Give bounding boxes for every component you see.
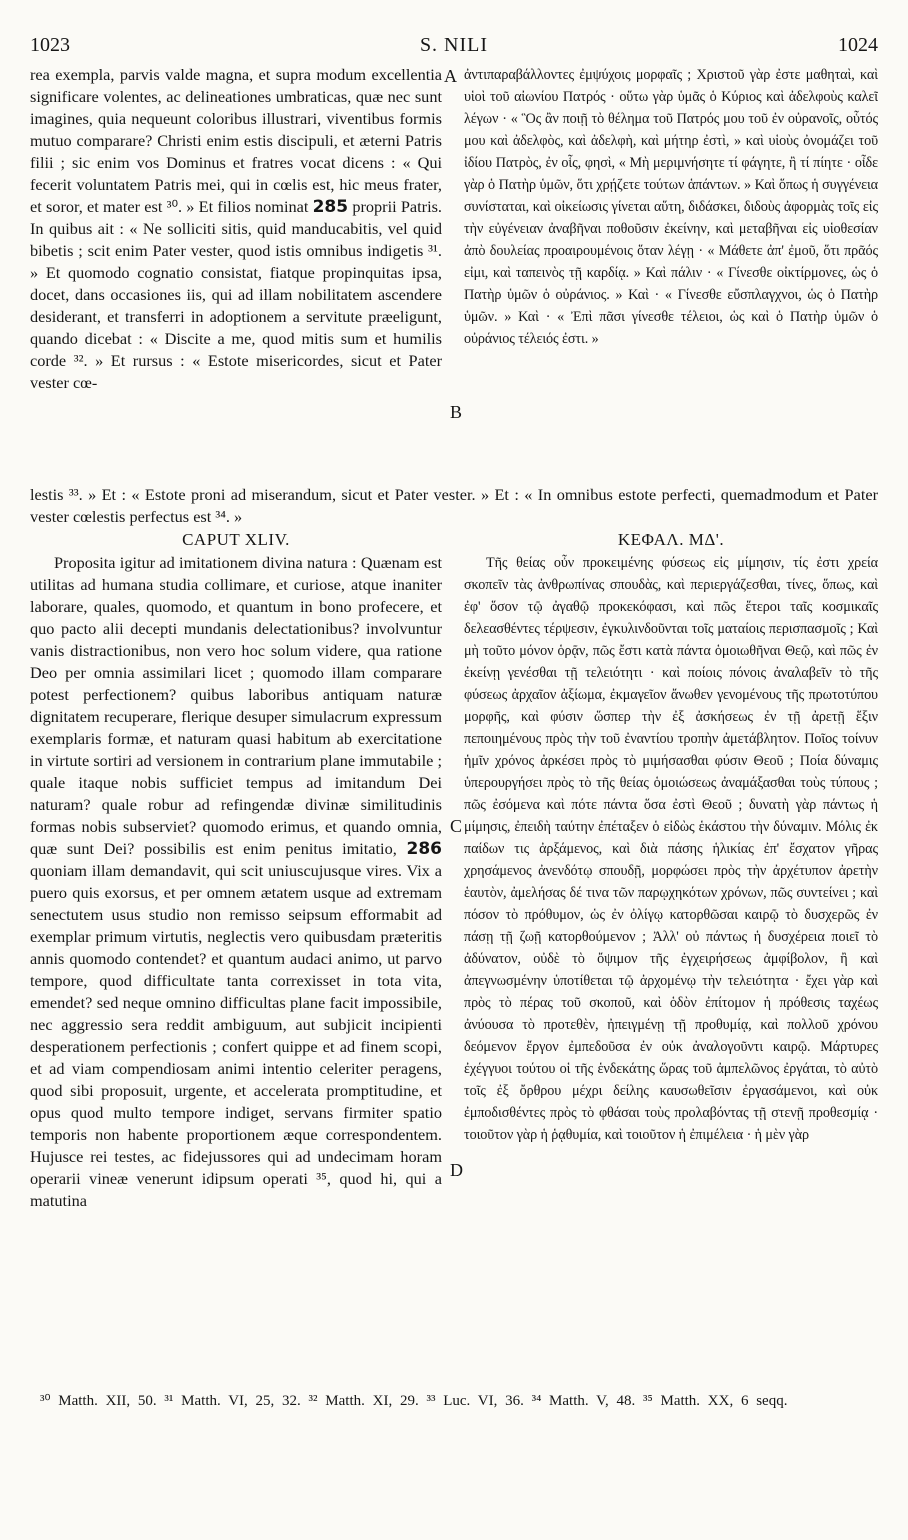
- bottom-latin-column: [30, 552, 442, 1388]
- footnotes: ³⁰ Matth. XII, 50. ³¹ Matth. VI, 25, 32. ³² Matth. XI, 29. ³³ Luc. VI, 36. ³⁴ Matth. V, 48. ³⁵ Matth. XX, 6 seqq.: [40, 1393, 788, 1409]
- margin-letter-a: A: [444, 66, 457, 86]
- top-latin-column: [30, 64, 442, 482]
- running-title: S. NILI: [419, 34, 489, 56]
- top-latin-text: rea exempla, parvis valde magna, et supra modum excellentia significare volentes, ac delineationes umbraticas, quæ nec sunt imagines, quia nequeunt coloribus illustrari, viventibus formis mutuo comparare? Christi enim estis discipuli, et æterni Patris filii ; sic enim vos Dominus et fratres vocat dicens : « Qui fecerit voluntatem Patris mei, qui in cœlis est, hic meus frater, et soror, et mater est ³⁰. » Et filios nominat 285 proprii Patris. In quibus ait : « Ne solliciti sitis, quid manducabitis, vel quid bibetis ; scit enim Pater vester, quod istis omnibus indigetis ³¹. » Et quomodo cognatio consistat, fiatque propinquitas ipsa, docet, dans occasiones iis, qui ad illam nobilitatem ascendere desiderant, et transferri in adoptionem a servitute præeligunt, quando dicebat : « Discite a me, quod mitis sum et humilis corde ³². » Et rursus : « Estote misericordes, sicut et Pater vester cœ-: [30, 65, 442, 392]
- chapter-heading-latin: CAPUT XLIV.: [182, 530, 290, 549]
- chapter-heading-greek: ΚΕΦΑΛ. ΜΔ'.: [617, 530, 725, 549]
- right-column-number: 1024: [838, 34, 878, 56]
- bottom-greek-column: [464, 552, 878, 1388]
- marginal-page-number-285: 285: [312, 197, 349, 217]
- margin-letter-b: B: [450, 402, 463, 422]
- bottom-latin-text: Proposita igitur ad imitationem divina natura : Quænam est utilitas ad humana studia collimare, et curiose, atque inaniter laborare, quales, quomodo, et quantum in bono profecere, et quo pacto alii decepti mundanis delectationibus? involvuntur vanis distractionibus, non vero hoc solum videre, qua ratione Deo per omnia assimilari licet ; quomodo illam comparare potest perfectionem? quibus laboribus antiquam naturæ dignitatem recuperare, flerique desuper simulacrum expressum exemplaris formæ, et naturam quasi habitum ab exercitatione in virtute sortiri ad versionem in contrarium plane immutabile ; quale itaque nobis sufficiet tempus ad imitandum Dei naturam? quale robur ad refingendæ divinæ similitudinis formas nobis subserviet? quomodo erimus, et quando omnia, quæ sunt Dei? possibilis est enim penitus imitatio, 286 quoniam illam demandavit, qui scit uniuscujusque vires. Vix a puero quis exorsus, et per omnem ætatem usque ad extremam senectutem usus studio non remisso seipsum efformabit ad exemplar primum virtutis, neglectis vero quibusdam præteritis annis quomodo contendet? et quantum audaci animo, ut parvo tempore, quod difficultate tanta correxisset in tota vita, emendet? sed neque omnino difficultas plane facit impossibile, nec aggressio sera reddit ambiguum, aut subjicit incipienti desperationem perfectionis ; confert quippe et ad finem scopi, et ad viam compendiosam animi intentio celeriter peragens, quod sibi proposuit, urgente, et accelerata promptitudine, et opus quod multo tempore indiget, servans firmiter spatio temporis non habente proportionem æque correspondentem. Hujusce rei testes, ac fidejussores qui ad undecimam horam operarii vineæ venerunt idipsum operati ³⁵, quod hi, qui a matutina: [30, 553, 442, 1210]
- margin-letter-c: C: [450, 816, 463, 836]
- full-width-latin-lines: lestis ³³. » Et : « Estote proni ad miserandum, sicut et Pater vester. » Et : « In omnibus estote perfecti, quemadmodum et Pater vester cœlestis perfectus est ³⁴. »: [30, 485, 878, 526]
- left-column-number: 1023: [30, 34, 70, 56]
- margin-letter-d: D: [450, 1160, 463, 1180]
- running-header: [30, 28, 878, 58]
- bottom-greek-text: Τῆς θείας οὖν προκειμένης φύσεως εἰς μίμησιν, τίς ἐστι χρεία σκοπεῖν τὰς ἀνθρωπίνας σπουδὰς, καὶ περιεργάζεσθαι, τίνες, ὅπως, καὶ ἐφ' ὅσον τῷ ἀγαθῷ προκεκόφασι, καὶ πῶς ἕτεροι ταῖς κοσμικαῖς δελεασθέντες τέρψεσιν, ἐγκυλινδοῦνται τοῖς ματαίοις περισπασμοῖς ; Καὶ μὴ τοῦτο μόνον ὁρᾷν, πῶς ἔστι κατὰ πάντα ὁμοιωθῆναι Θεῷ, καὶ πῶς ἐν ἐκείνῃ γενέσθαι τῇ τελειότητι · καὶ ποίοις πόνοις ἀναλαβεῖν τὸ τῆς φύσεως ἀρχαῖον ἀξίωμα, ἐκμαγεῖον ἄνωθεν γενομένους τῆς πρωτοτύπου μορφῆς, καὶ φύσιν ὥσπερ τὴν ἐξ ἀσκήσεως ἐν τῇ ἀρετῇ ἕξιν πεποιημένους πρὸς τὴν τοῦ ἐναντίου τροπὴν ἀμετάβλητον. Ποῖος τοίνυν ἡμῖν χρόνος ἀρκέσει πρὸς τὸ μιμήσασθαι φύσιν Θεοῦ ; Ποία δύναμις ὑπερουργήσει πρὸς τὸ τῆς θείας ὁμοιώσεως ἀναμάξασθαι τοὺς τύπους ; πῶς ἐσόμενα καὶ πότε πάντα ὅσα ἐστὶ Θεοῦ ; δυνατὴ γὰρ πάντως ἡ μίμησις, ἐπειδὴ ταύτην ἐπέταξεν ὁ εἰδὼς ἑκάστου τὴν δύναμιν. Μόλις ἐκ παίδων τις ἀρξάμενος, καὶ διὰ πάσης ἡλικίας ἐπ' ἔσχατον γῆρας χρησάμενος ἀνενδότῳ σπουδῇ, μορφώσει πρὸς τὴν ἀρχέτυπον ἀρετὴν ἑαυτὸν, ἀμελήσας δέ τινα τῶν παρῳχηκότων χρόνων, πῶς συντείνει ; καὶ πόσον τὸ πρόθυμον, ὡς ἐν ὀλίγῳ κατορθῶσαι καιρῷ τὸ δυσχερῶς ἐν πάσῃ τῇ ζωῇ κατορθούμενον ; Ἀλλ' οὐ πάντως ἡ δυσχέρεια ποιεῖ τὸ ἀδύνατον, οὐδὲ τὸ ὄψιμον τῆς ἐγχειρήσεως ἀμφίβολον, ἢ καὶ ἀπεγνωσμένην ὑποτίθεται τῷ ἀρχομένῳ τὴν τελειότητα · ἔχει γὰρ καὶ πρὸς τὸ πέρας τοῦ σκοποῦ, καὶ ὁδὸν ἐπίτομον ἡ πρόθεσις ταχέως ἀνύουσα τὸ προτεθὲν, ἠπειγμένῃ τῇ προθυμίᾳ, καὶ πολλοῦ χρόνου δεόμενον ἔργον ἐμπεδοῦσα ἐν οὐκ ἀναλογοῦντι καιρῷ. Μάρτυρες ἐχέγγυοι τούτου οἱ τῆς ἑνδεκάτης ὥρας τοῦ ἀμπελῶνος ἐργάται, τὸ αὐτὸ τοῖς ἐξ ὄρθρου μέχρι δείλης καυσωθεῖσιν ἐργασάμενοι, καὶ οὐκ ἐμποδισθέντες πρὸς τὸ φθάσαι τοὺς προλαβόντας τῇ στενῇ προθεσμίᾳ · τοιοῦτον γὰρ ἡ ῥᾳθυμία, καὶ τοιοῦτον ἡ ἐπιμέλεια · ἡ μὲν γὰρ: [464, 555, 878, 1143]
- top-greek-column: [464, 64, 878, 482]
- marginal-page-number-286: 286: [406, 839, 442, 859]
- top-greek-text: ἀντιπαραβάλλοντες ἐμψύχοις μορφαῖς ; Χριστοῦ γὰρ ἐστε μαθηταὶ, καὶ υἱοὶ τοῦ αἰωνίου Πατρός · οὕτω γὰρ ὑμᾶς ὁ Κύριος καὶ ἀδελφοὺς καλεῖ λέγων · « Ὃς ἂν ποιῇ τὸ θέλημα τοῦ Πατρός μου τοῦ ἐν οὐρανοῖς, οὗτός μου καὶ ἀδελφὸς, καὶ ἀδελφὴ, καὶ μήτηρ ἐστὶ, » καὶ υἱοὺς ὀνομάζει τοῦ ἰδίου Πατρὸς, ἐν οἷς, φησὶ, « Μὴ μεριμνήσητε τί φάγητε, ἢ τί πίητε · οἶδε γὰρ ὁ Πατὴρ ὑμῶν, ὅτι χρῄζετε τούτων ἁπάντων. » Καὶ ὅπως ἡ συγγένεια συνίσταται, καὶ οἰκείωσις γίνεται αὕτη, διδάσκει, διδοὺς ἀφορμὰς τοῖς εἰς τὴν εὐγένειαν ἀναβῆναι ποθοῦσιν ἐκείνην, καὶ μεταβῆναι εἰς υἱοθεσίαν ἀπὸ δουλείας προαιρουμένοις ὅταν λέγῃ · « Μάθετε ἀπ' ἐμοῦ, ὅτι πρᾶός εἰμι, καὶ ταπεινὸς τῇ καρδίᾳ. » Καὶ πάλιν · « Γίνεσθε οἰκτίρμονες, ὡς ὁ Πατὴρ ὑμῶν ὁ οὐράνιος. » Καὶ · « Γίνεσθε εὔσπλαγχνοι, ὡς ὁ Πατὴρ ὑμῶν. » Καὶ · « Ἐπὶ πᾶσι γίνεσθε τέλειοι, ὡς καὶ ὁ Πατὴρ ὑμῶν ὁ οὐράνιος τέλειός ἐστι. »: [464, 67, 878, 347]
